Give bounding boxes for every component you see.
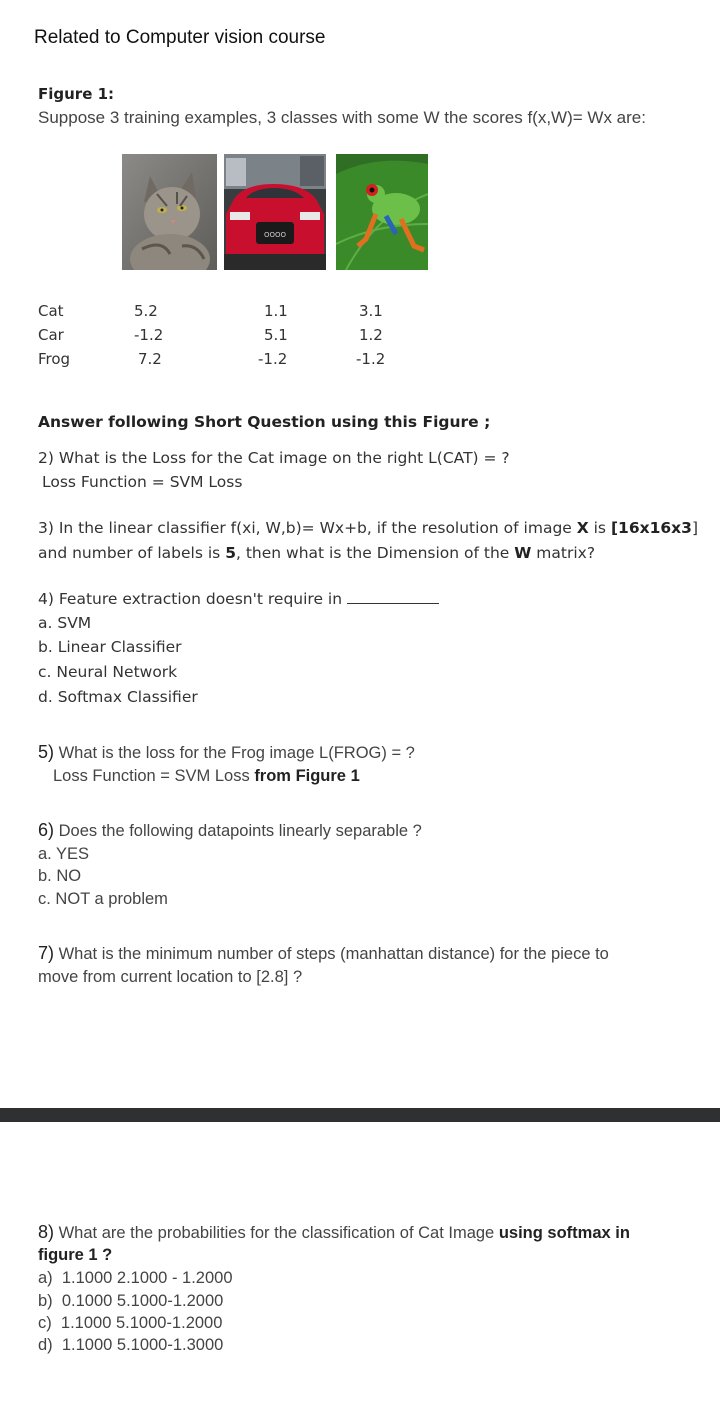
cell-car-image2: 5.1 [264, 326, 288, 344]
figure-label: Figure 1: [38, 85, 115, 103]
q6-option-b: b. NO [38, 867, 82, 885]
q6-option-a: a. YES [38, 845, 90, 863]
cell-cat-image2: 1.1 [264, 302, 288, 320]
row-label-car: Car [38, 326, 64, 344]
q8-option-c: c) 1.1000 5.1000-1.2000 [38, 1314, 223, 1332]
q4-option-a: a. SVM [38, 614, 92, 632]
row-label-frog: Frog [38, 350, 71, 368]
q6-option-c: c. NOT a problem [38, 890, 168, 908]
q7-question-line2: move from current location to [2.8] ? [38, 968, 303, 986]
q4-option-b: b. Linear Classifier [38, 638, 182, 656]
cell-frog-image2: -1.2 [258, 350, 288, 368]
frog-image [336, 154, 428, 270]
row-label-cat: Cat [38, 302, 64, 320]
cell-cat-image1: 5.2 [134, 302, 158, 320]
q8-option-a: a) 1.1000 2.1000 - 1.2000 [38, 1269, 233, 1287]
q3-question-line1: 3) In the linear classifier f(xi, W,b)= Wx+b, if the resolution of image X is [16x16x3] [38, 519, 699, 537]
cell-frog-image1: 7.2 [138, 350, 162, 368]
cell-frog-image3: -1.2 [356, 350, 386, 368]
cell-cat-image3: 3.1 [359, 302, 383, 320]
q3-question-line2: and number of labels is 5, then what is the Dimension of the W matrix? [38, 544, 596, 562]
cell-car-image3: 1.2 [359, 326, 383, 344]
svg-text:OOOO: OOOO [263, 231, 287, 239]
q8-option-b: b) 0.1000 5.1000-1.2000 [38, 1292, 224, 1310]
instructions: Answer following Short Question using this Figure ; [38, 413, 491, 431]
cat-image [122, 154, 217, 270]
q7-question-line1: 7) What is the minimum number of steps (manhattan distance) for the piece to [38, 943, 609, 963]
page-divider [0, 1108, 720, 1122]
page-title: Related to Computer vision course [34, 27, 326, 48]
cell-car-image1: -1.2 [134, 326, 164, 344]
q8-option-d: d) 1.1000 5.1000-1.3000 [38, 1336, 224, 1354]
q4-blank [347, 589, 439, 604]
q8-question-line2: figure 1 ? [38, 1246, 113, 1264]
q4-option-d: d. Softmax Classifier [38, 688, 198, 706]
q8-question-line1: 8) What are the probabilities for the classification of Cat Image using softmax in [38, 1222, 630, 1242]
q4-option-c: c. Neural Network [38, 663, 178, 681]
q5-question: 5) What is the loss for the Frog image L(FROG) = ? [38, 742, 415, 762]
car-image [224, 154, 326, 270]
q5-loss-function: Loss Function = SVM Loss from Figure 1 [53, 767, 360, 785]
q6-question: 6) Does the following datapoints linearly separable ? [38, 820, 422, 840]
q2-loss-function: Loss Function = SVM Loss [42, 473, 243, 491]
q2-question: 2) What is the Loss for the Cat image on the right L(CAT) = ? [38, 449, 510, 467]
q4-question: 4) Feature extraction doesn't require in [38, 589, 439, 608]
figure-description: Suppose 3 training examples, 3 classes with some W the scores f(x,W)= Wx are: [38, 108, 646, 127]
